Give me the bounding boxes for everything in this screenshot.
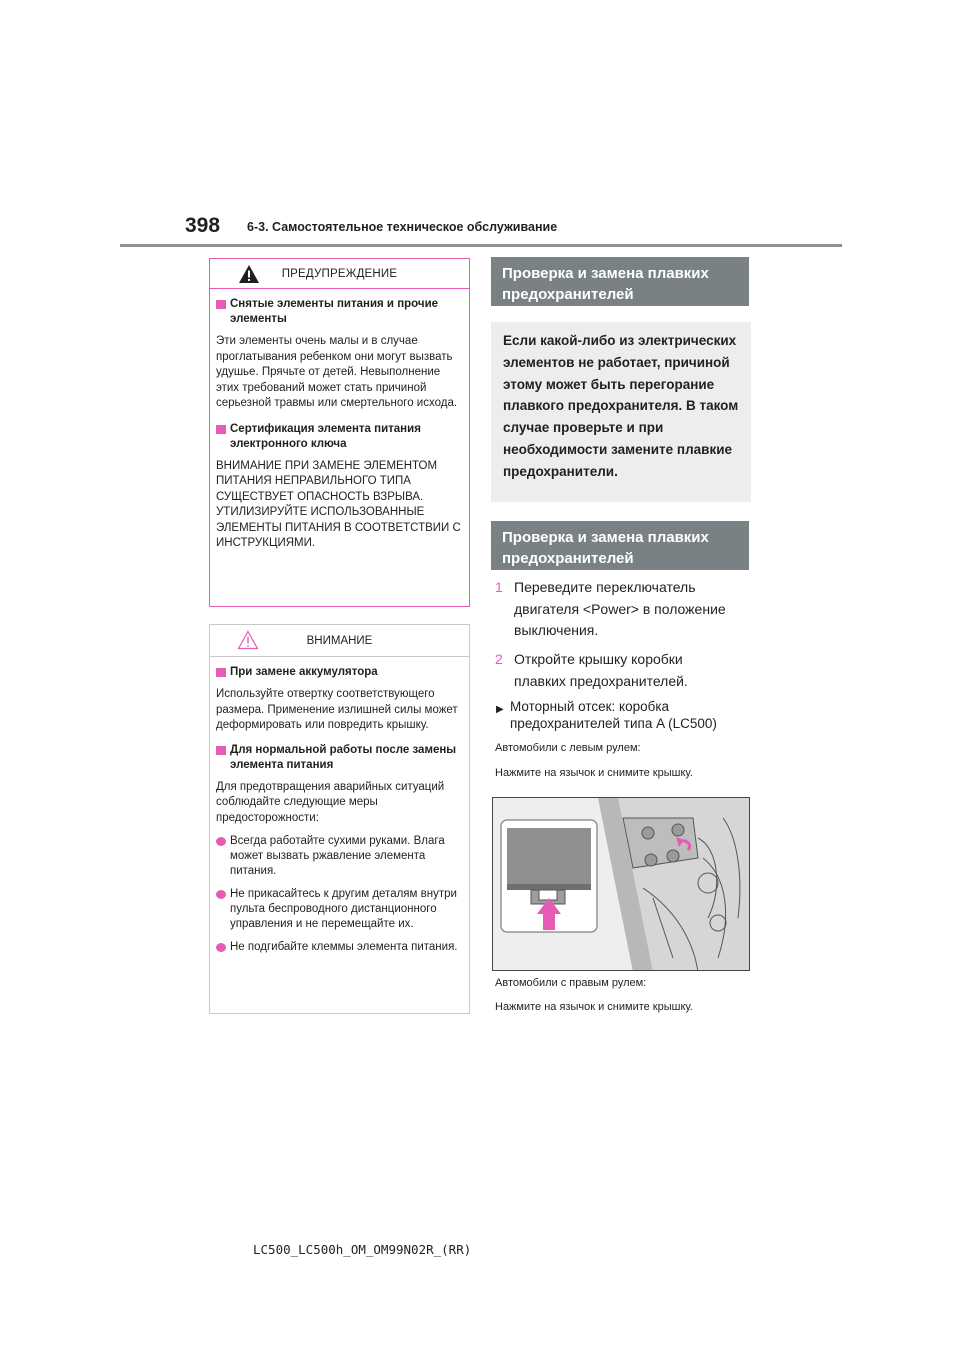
circle-bullet-icon (216, 890, 226, 899)
caution-triangle-icon (237, 630, 259, 650)
notice-item-text: Используйте отвертку соответствующего размера. Применение излишней силы может деформировать или повредить крышку. (216, 688, 458, 731)
footer-doc-code: LC500_LC500h_OM_OM99N02R_(RR) (253, 1242, 472, 1257)
step-number: 1 (495, 579, 503, 595)
circle-bullet-icon (216, 943, 226, 952)
notice-title: ВНИМАНИЕ (306, 634, 373, 647)
warning-box (209, 258, 470, 607)
warning-title: ПРЕДУПРЕЖДЕНИЕ (281, 267, 398, 280)
section-title: 6-3. Самостоятельное техническое обслуживание (247, 220, 558, 234)
square-bullet-icon (216, 300, 226, 309)
notice-header (210, 625, 469, 657)
warning-item-title: Сертификация элемента питания электронного ключа (216, 422, 464, 452)
notice-bullet: Не прикасайтесь к другим деталям внутри пульта беспроводного дистанционного управления и не перемещайте их. (216, 887, 464, 932)
step-2 (495, 649, 714, 692)
engine-compartment-text: Моторный отсек: коробка предохранителей типа A (LC500) (510, 699, 717, 731)
fuse-box-drawing (493, 798, 750, 971)
header-rule (120, 244, 842, 247)
warning-item-title: Снятые элементы питания и прочие элементы (216, 297, 464, 327)
step-text: Откройте крышку коробки плавких предохранителей. (514, 651, 688, 689)
notice-item-title: При замене аккумулятора (216, 665, 464, 680)
warning-item-text: ВНИМАНИЕ ПРИ ЗАМЕНЕ ЭЛЕМЕНТОМ ПИТАНИЯ НЕПРАВИЛЬНОГО ТИПА СУЩЕСТВУЕТ ОПАСНОСТЬ ВЗРЫВА. УТИЛИЗИРУЙТЕ ИСПОЛЬЗОВАННЫЕ ЭЛЕМЕНТЫ ПИТАНИЯ В СООТВЕТСТВИИ С ИНСТРУКЦИЯМИ. (216, 459, 461, 549)
notice-bullet: Всегда работайте сухими руками. Влага может вызвать ржавление элемента питания. (216, 834, 464, 879)
fuse-check-banner: Проверка и замена плавких предохранителей (491, 257, 749, 306)
notice-item-title: Для нормальной работы после замены элемента питания (216, 743, 464, 773)
notice-item-text: Для предотвращения аварийных ситуаций соблюдайте следующие меры предосторожности: (216, 780, 445, 824)
notice-bullet: Не подгибайте клеммы элемента питания. (216, 940, 464, 955)
circle-bullet-icon (216, 837, 226, 846)
fuse-procedure-banner: Проверка и замена плавких предохранителей (491, 521, 749, 570)
square-bullet-icon (216, 668, 226, 677)
square-bullet-icon (216, 746, 226, 755)
warning-item-text: Эти элементы очень малы и в случае проглатывания ребенком они могут вызвать удушье. Прячьте от детей. Невыполнение этих требований может стать причиной серьезной травмы или смертельного исхода. (216, 335, 458, 409)
engine-compartment-item (496, 698, 750, 732)
triangle-right-icon: ▶ (496, 704, 504, 715)
intro-box: Если какой-либо из электрических элементов не работает, причиной этому может быть перегорание плавкого предохранителя. В таком случае проверьте и при необходимости замените плавкие предохранители. (491, 322, 751, 502)
lhd-label: Автомобили с левым рулем: (495, 742, 641, 754)
step-text: Переведите переключатель двигателя <Power> в положение выключения. (514, 579, 726, 638)
notice-box (209, 624, 470, 1014)
lhd-text: Нажмите на язычок и снимите крышку. (495, 767, 693, 779)
square-bullet-icon (216, 425, 226, 434)
page-number: 398 (185, 214, 221, 237)
step-1 (495, 577, 739, 642)
step-number: 2 (495, 651, 503, 667)
rhd-text: Нажмите на язычок и снимите крышку. (495, 1001, 693, 1013)
rhd-label: Автомобили с правым рулем: (495, 977, 647, 989)
fuse-box-illustration (492, 797, 750, 971)
warning-triangle-icon (238, 264, 260, 284)
warning-header (210, 259, 469, 289)
